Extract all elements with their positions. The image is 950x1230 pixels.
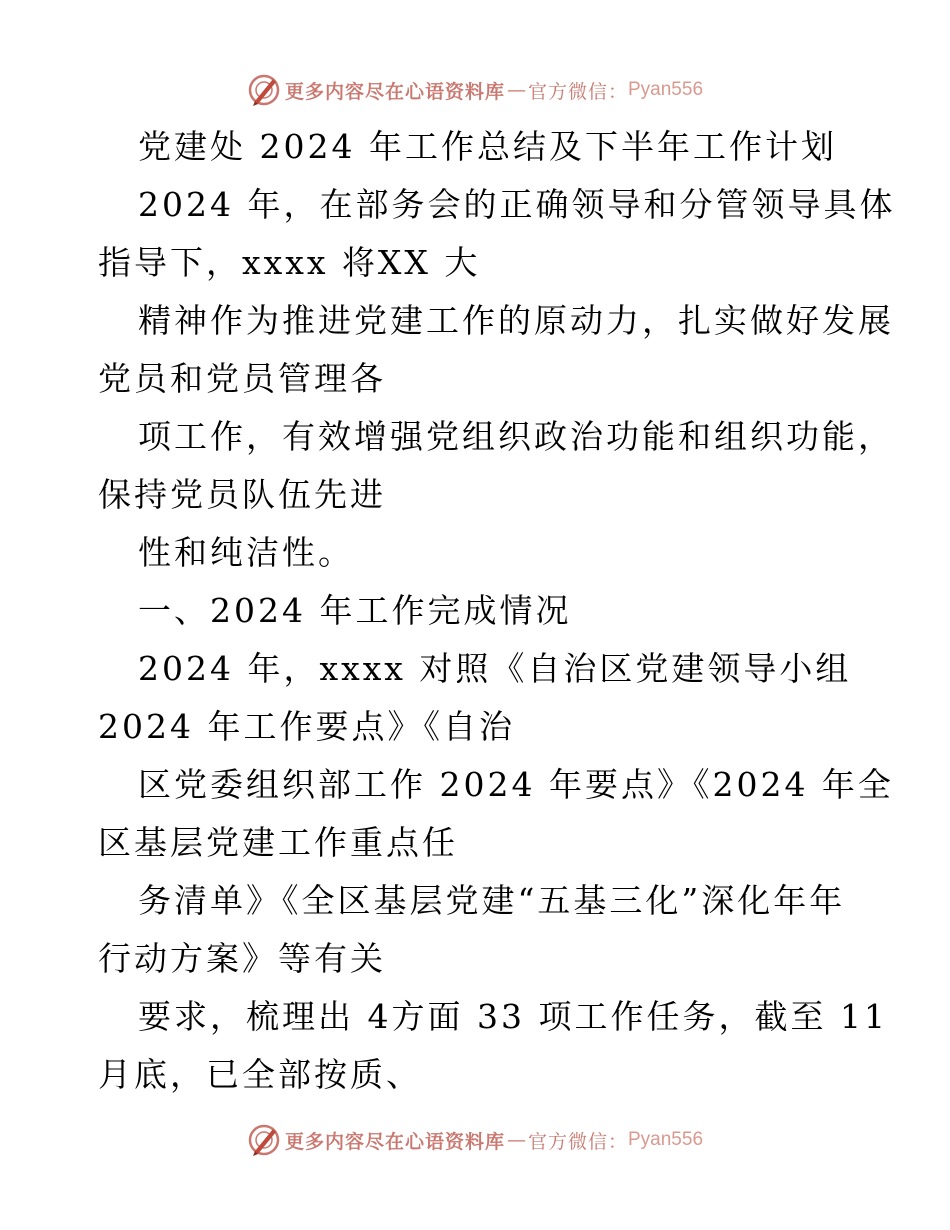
footer-banner-dash: —	[506, 1129, 526, 1151]
text-line: 2024 年，xxxx 对照《自治区党建领导小组	[138, 649, 852, 688]
text-line: 2024 年工作要点》《自治	[98, 707, 515, 746]
header-banner-text: 更多内容尽在心语资料库	[284, 80, 505, 103]
footer-watermark-banner	[0, 1120, 950, 1160]
header-watermark-banner	[0, 70, 950, 110]
text-line: 2024 年，在部务会的正确领导和分管领导具体	[138, 185, 896, 224]
text-line: 行动方案》等有关	[98, 939, 386, 978]
header-banner-wechat-id: Pyan556	[628, 79, 704, 100]
text-line: 区党委组织部工作 2024 年要点》《2024 年全	[138, 765, 894, 804]
text-line: 务清单》《全区基层党建“五基三化”深化年年	[138, 881, 846, 920]
text-line: 月底，已全部按质、	[98, 1055, 422, 1094]
footer-banner-wechat-label: 官方微信：	[527, 1130, 628, 1153]
text-line: 保持党员队伍先进	[98, 475, 386, 514]
footer-banner-wechat-id: Pyan556	[628, 1129, 704, 1150]
text-line: 精神作为推进党建工作的原动力，扎实做好发展	[138, 301, 894, 340]
header-banner-dash: —	[506, 79, 526, 101]
document-body	[98, 118, 896, 1104]
text-line: 区基层党建工作重点任	[98, 823, 458, 862]
text-line: 指导下，xxxx 将XX 大	[98, 243, 481, 282]
text-line: 党建处 2024 年工作总结及下半年工作计划	[138, 127, 837, 166]
footer-banner-text: 更多内容尽在心语资料库	[284, 1130, 505, 1153]
pen-logo-icon	[247, 73, 281, 107]
text-line: 一、2024 年工作完成情况	[138, 591, 572, 630]
text-line: 项工作，有效增强党组织政治功能和组织功能，	[138, 417, 894, 456]
text-line: 性和纯洁性。	[138, 533, 354, 572]
header-banner-wechat-label: 官方微信：	[527, 80, 628, 103]
pen-logo-icon	[247, 1123, 281, 1157]
text-line: 党员和党员管理各	[98, 359, 386, 398]
text-line: 要求，梳理出 4方面 33 项工作任务，截至 11	[138, 997, 888, 1036]
